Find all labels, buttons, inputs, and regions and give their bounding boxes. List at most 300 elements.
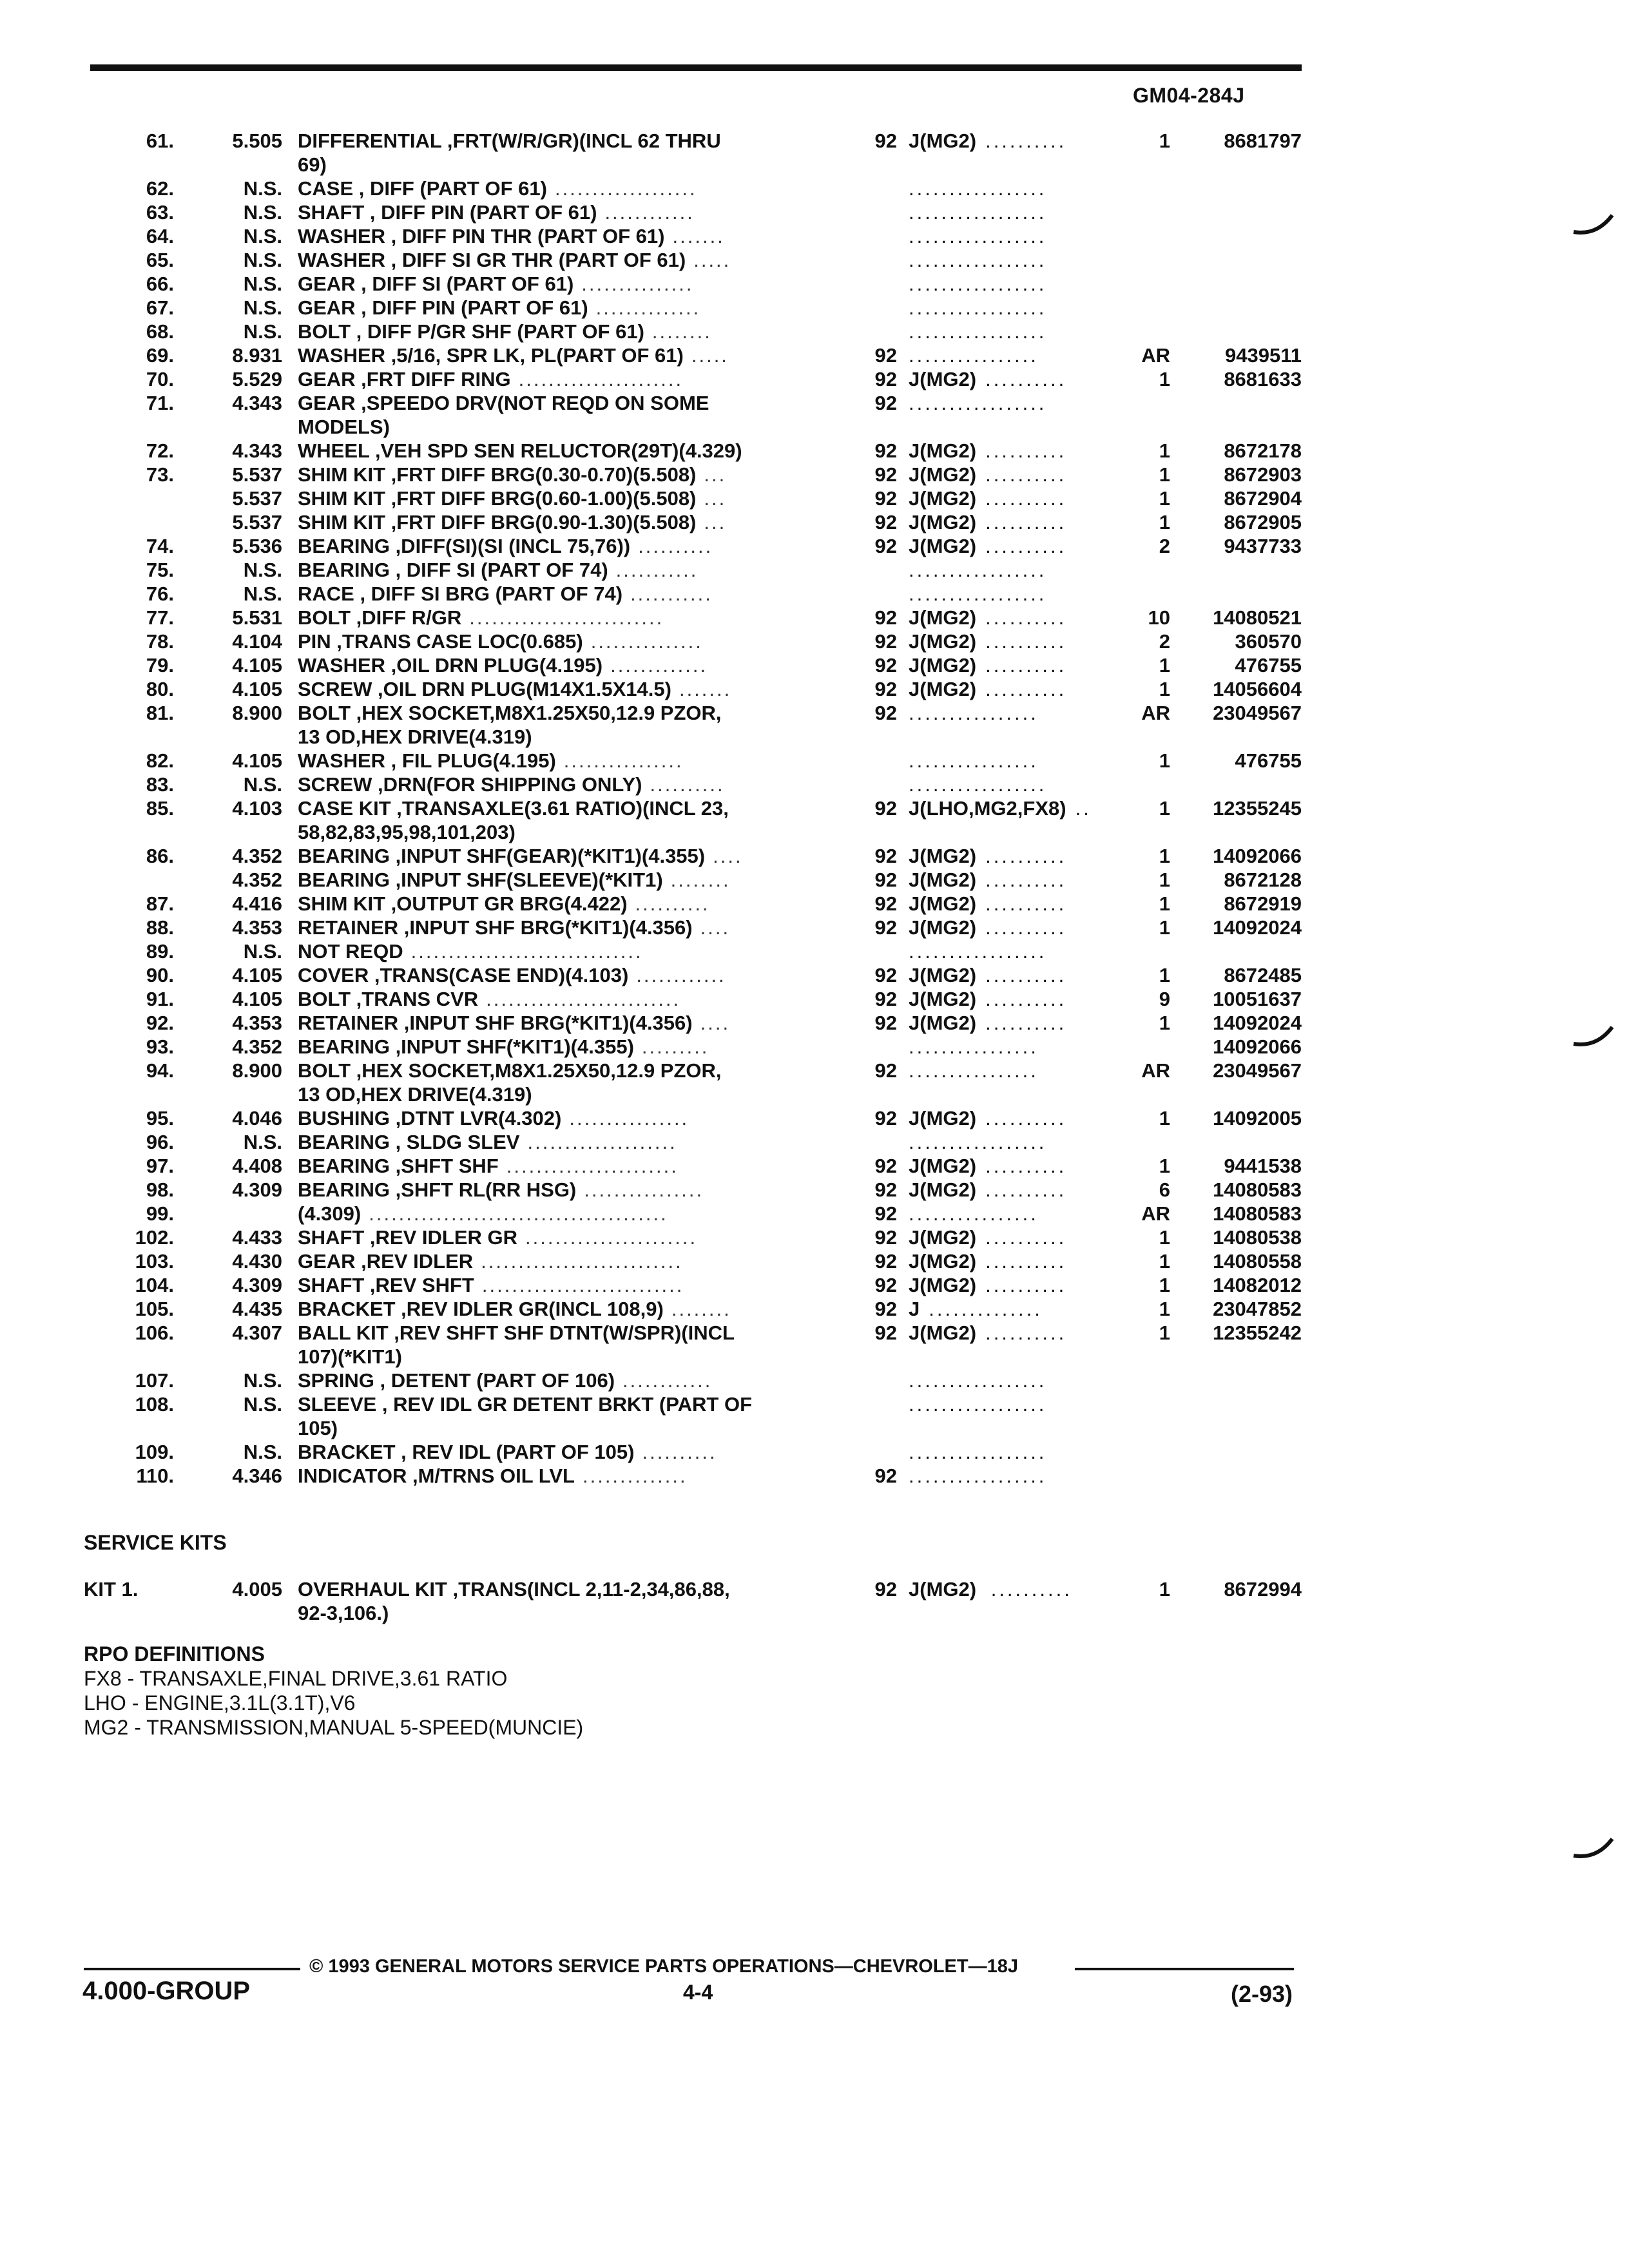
application-dots: ................. — [909, 201, 1047, 224]
item-number: 91. — [146, 988, 174, 1010]
part-row — [0, 367, 1629, 391]
leader-dots: ... — [704, 463, 727, 486]
item-description — [298, 534, 713, 558]
model-year: 92 — [874, 630, 897, 653]
part-number: 8672903 — [1224, 463, 1302, 486]
application — [909, 749, 1039, 773]
application-dots: ................. — [909, 1441, 1047, 1463]
part-row — [0, 1130, 1629, 1154]
part-row — [0, 177, 1629, 200]
part-number: 10051637 — [1213, 988, 1302, 1010]
application — [909, 1321, 1066, 1345]
group-number: N.S. — [243, 1441, 282, 1463]
application — [909, 534, 1066, 558]
binding-mark — [1571, 1836, 1616, 1862]
item-number: 77. — [146, 606, 174, 629]
quantity: AR — [1141, 344, 1170, 367]
part-row — [0, 1059, 1629, 1106]
application — [909, 463, 1066, 486]
group-number: 5.537 — [232, 487, 282, 510]
quantity: 1 — [1159, 1250, 1170, 1273]
description-text: BALL KIT ,REV SHFT SHF DTNT(W/SPR)(INCL — [298, 1321, 735, 1344]
part-row — [0, 987, 1629, 1011]
description-text: WASHER ,5/16, SPR LK, PL(PART OF 61) — [298, 344, 684, 367]
part-number: 14082012 — [1213, 1274, 1302, 1296]
application-code: J(MG2) — [909, 487, 977, 510]
leader-dots: ....... — [672, 225, 725, 247]
part-row — [0, 1321, 1629, 1369]
quantity: 1 — [1159, 964, 1170, 986]
part-number: 9441538 — [1224, 1155, 1302, 1177]
item-number: 105. — [135, 1298, 174, 1320]
model-year: 92 — [874, 535, 897, 557]
group-number: 5.536 — [232, 535, 282, 557]
leader-dots: ....... — [679, 678, 732, 700]
model-year: 92 — [874, 1178, 897, 1201]
part-number: 14080583 — [1213, 1202, 1302, 1225]
item-number: 88. — [146, 916, 174, 939]
quantity: AR — [1141, 1059, 1170, 1082]
group-number: 4.353 — [232, 1012, 282, 1034]
application-code: J(MG2) — [909, 511, 977, 533]
item-description — [298, 1225, 697, 1249]
model-year: 92 — [874, 797, 897, 820]
item-description — [298, 1035, 709, 1059]
leader-dots: ................ — [569, 1107, 689, 1129]
description-text: SHIM KIT ,OUTPUT GR BRG(4.422) — [298, 892, 628, 915]
quantity: 1 — [1159, 1298, 1170, 1320]
top-rule — [90, 64, 1302, 71]
leader-dots: ........................... — [481, 1274, 684, 1296]
application-dots: ................. — [909, 392, 1047, 414]
application — [909, 1225, 1066, 1249]
group-number: 4.046 — [232, 1107, 282, 1129]
item-description — [298, 963, 726, 987]
item-description — [298, 343, 729, 367]
application — [909, 868, 1066, 892]
application-dots: .......... — [985, 487, 1067, 510]
kit-part-number: 8672994 — [1224, 1578, 1302, 1600]
item-number: 71. — [146, 392, 174, 414]
doc-code: GM04-284J — [1133, 84, 1245, 107]
item-description — [298, 939, 643, 963]
application — [909, 248, 1046, 272]
item-description — [298, 1059, 722, 1082]
leader-dots: ............ — [604, 201, 695, 224]
group-number: 4.430 — [232, 1250, 282, 1273]
item-number: 62. — [146, 177, 174, 200]
part-row — [0, 773, 1629, 796]
part-number: 23049567 — [1213, 702, 1302, 724]
model-year: 92 — [874, 845, 897, 867]
group-number: N.S. — [243, 773, 282, 796]
application-code: J(MG2) — [909, 1226, 977, 1249]
application-dots: ................. — [909, 582, 1047, 605]
quantity: 1 — [1159, 463, 1170, 486]
group-number: 4.309 — [232, 1274, 282, 1296]
quantity: 10 — [1148, 606, 1170, 629]
item-description — [298, 1249, 683, 1273]
item-number: 63. — [146, 201, 174, 224]
group-number: N.S. — [243, 201, 282, 224]
application — [909, 1106, 1066, 1130]
part-number: 8672178 — [1224, 439, 1302, 462]
part-number: 8672485 — [1224, 964, 1302, 986]
rpo-line: MG2 - TRANSMISSION,MANUAL 5-SPEED(MUNCIE) — [84, 1716, 584, 1739]
leader-dots: ....................... — [525, 1226, 698, 1249]
description-text: WASHER , DIFF PIN THR (PART OF 61) — [298, 225, 665, 247]
rpo-line: LHO - ENGINE,3.1L(3.1T),V6 — [84, 1691, 356, 1715]
application — [909, 582, 1046, 606]
part-number: 8672919 — [1224, 892, 1302, 915]
description-text: COVER ,TRANS(CASE END)(4.103) — [298, 964, 629, 986]
part-row — [0, 939, 1629, 963]
part-row — [0, 129, 1629, 177]
application-dots: .......... — [985, 439, 1067, 462]
quantity: AR — [1141, 702, 1170, 724]
application-dots: ................. — [909, 940, 1047, 963]
leader-dots: ... — [704, 511, 727, 533]
model-year: 92 — [874, 988, 897, 1010]
item-description — [298, 701, 722, 725]
application — [909, 796, 1092, 820]
item-description — [298, 773, 725, 796]
item-description — [298, 629, 703, 653]
group-number: 4.307 — [232, 1321, 282, 1344]
application-code: J(MG2) — [909, 892, 977, 915]
item-description-cont: 13 OD,HEX DRIVE(4.319) — [298, 1083, 532, 1106]
item-description — [298, 129, 721, 153]
application-dots: .......... — [985, 988, 1067, 1010]
model-year: 92 — [874, 368, 897, 390]
leader-dots: ...................... — [518, 368, 684, 390]
application-code: J(MG2) — [909, 130, 977, 152]
description-text: BEARING ,DIFF(SI)(SI (INCL 75,76)) — [298, 535, 631, 557]
description-text: BEARING ,INPUT SHF(SLEEVE)(*KIT1) — [298, 869, 663, 891]
binding-mark — [1571, 213, 1616, 238]
leader-dots: .......... — [642, 1441, 717, 1463]
part-row — [0, 1369, 1629, 1392]
application — [909, 963, 1066, 987]
item-number: 97. — [146, 1155, 174, 1177]
item-number: 102. — [135, 1226, 174, 1249]
group-number: 4.343 — [232, 392, 282, 414]
application-dots: ................. — [909, 773, 1047, 796]
quantity: 1 — [1159, 869, 1170, 891]
item-number: 99. — [146, 1202, 174, 1225]
part-row — [0, 796, 1629, 844]
application-dots: .......... — [985, 845, 1067, 867]
part-row — [0, 1249, 1629, 1273]
model-year: 92 — [874, 487, 897, 510]
part-number: 8681633 — [1224, 368, 1302, 390]
application-dots: .......... — [985, 1226, 1067, 1249]
application — [909, 320, 1046, 343]
application — [909, 1249, 1066, 1273]
item-description — [298, 1106, 689, 1130]
application — [909, 272, 1046, 296]
application-dots: .......... — [985, 463, 1067, 486]
application-dots: .......... — [985, 630, 1067, 653]
application — [909, 1440, 1046, 1464]
item-number: 75. — [146, 559, 174, 581]
part-number: 8672128 — [1224, 869, 1302, 891]
rpo-title: RPO DEFINITIONS — [84, 1642, 265, 1666]
item-description — [298, 1011, 730, 1035]
application-code: J(MG2) — [909, 654, 977, 677]
application-dots: .......... — [985, 892, 1067, 915]
description-text: GEAR ,REV IDLER — [298, 1250, 474, 1273]
part-row — [0, 558, 1629, 582]
group-number: 4.433 — [232, 1226, 282, 1249]
leader-dots: .......... — [638, 535, 713, 557]
item-description — [298, 367, 683, 391]
application — [909, 510, 1066, 534]
item-description — [298, 1178, 704, 1202]
rpo-line: FX8 - TRANSAXLE,FINAL DRIVE,3.61 RATIO — [84, 1667, 508, 1690]
model-year: 92 — [874, 1465, 897, 1487]
description-text: SHAFT ,REV IDLER GR — [298, 1226, 518, 1249]
application-dots: .......... — [985, 368, 1067, 390]
quantity: 1 — [1159, 1226, 1170, 1249]
application-dots: .......... — [985, 1012, 1067, 1034]
item-description — [298, 582, 713, 606]
application — [909, 1154, 1066, 1178]
application-code: J(MG2) — [909, 1321, 977, 1344]
application-dots: .. — [1075, 797, 1092, 820]
application-dots: ................. — [909, 1131, 1047, 1153]
item-description — [298, 486, 726, 510]
leader-dots: ................ — [563, 749, 684, 772]
part-number: 360570 — [1235, 630, 1302, 653]
application-dots: .......... — [985, 916, 1067, 939]
part-number: 12355242 — [1213, 1321, 1302, 1344]
description-text: WASHER , DIFF SI GR THR (PART OF 61) — [298, 249, 686, 271]
application-code: J(MG2) — [909, 368, 977, 390]
item-description — [298, 1154, 679, 1178]
application — [909, 439, 1066, 463]
application-dots: .......... — [985, 1155, 1067, 1177]
quantity: 1 — [1159, 797, 1170, 820]
application-dots: .......... — [985, 130, 1067, 152]
item-number: 79. — [146, 654, 174, 677]
item-number: 67. — [146, 296, 174, 319]
part-row — [0, 272, 1629, 296]
item-number: 61. — [146, 130, 174, 152]
item-number: 93. — [146, 1035, 174, 1058]
description-text: SHIM KIT ,FRT DIFF BRG(0.90-1.30)(5.508) — [298, 511, 697, 533]
description-text: GEAR , DIFF PIN (PART OF 61) — [298, 296, 588, 319]
model-year: 92 — [874, 964, 897, 986]
description-text: GEAR ,FRT DIFF RING — [298, 368, 511, 390]
group-number: 4.105 — [232, 964, 282, 986]
quantity: 1 — [1159, 1155, 1170, 1177]
item-number: 104. — [135, 1274, 174, 1296]
item-number: 106. — [135, 1321, 174, 1344]
application-dots: .......... — [985, 535, 1067, 557]
part-row — [0, 1273, 1629, 1297]
model-year: 92 — [874, 916, 897, 939]
quantity: 1 — [1159, 892, 1170, 915]
part-row — [0, 296, 1629, 320]
application — [909, 1011, 1066, 1035]
application-dots: .......... — [985, 654, 1067, 677]
part-row — [0, 534, 1629, 558]
description-text: NOT REQD — [298, 940, 403, 963]
item-number: 74. — [146, 535, 174, 557]
application-code: J — [909, 1298, 920, 1320]
application-dots: ................ — [909, 702, 1039, 724]
group-number: 4.105 — [232, 988, 282, 1010]
leader-dots: ......... — [641, 1035, 709, 1058]
part-row — [0, 1035, 1629, 1059]
part-number: 14092024 — [1213, 1012, 1302, 1034]
item-description — [298, 796, 729, 820]
group-number: 4.104 — [232, 630, 282, 653]
application-dots: .............. — [929, 1298, 1043, 1320]
application — [909, 1297, 1043, 1321]
application-code: J(MG2) — [909, 1012, 977, 1034]
revision-date: (2-93) — [1231, 1981, 1293, 2007]
model-year: 92 — [874, 702, 897, 724]
item-description — [298, 510, 726, 534]
part-row — [0, 582, 1629, 606]
application-dots: ................. — [909, 1369, 1047, 1392]
part-row — [0, 701, 1629, 749]
group-number: N.S. — [243, 582, 282, 605]
leader-dots: .......... — [650, 773, 725, 796]
application — [909, 1464, 1046, 1488]
description-text: GEAR , DIFF SI (PART OF 61) — [298, 273, 574, 295]
application — [909, 1035, 1039, 1059]
description-text: (4.309) — [298, 1202, 361, 1225]
group-number: 4.353 — [232, 916, 282, 939]
leader-dots: ........ — [671, 1298, 731, 1320]
description-text: BEARING , DIFF SI (PART OF 74) — [298, 559, 608, 581]
group-number: N.S. — [243, 296, 282, 319]
service-kit-row — [0, 1577, 1629, 1629]
item-number: 95. — [146, 1107, 174, 1129]
model-year: 92 — [874, 678, 897, 700]
description-text: BRACKET ,REV IDLER GR(INCL 108,9) — [298, 1298, 664, 1320]
part-row — [0, 629, 1629, 653]
part-row — [0, 868, 1629, 892]
item-description-cont: MODELS) — [298, 416, 390, 438]
description-text: RETAINER ,INPUT SHF BRG(*KIT1)(4.356) — [298, 1012, 693, 1034]
part-row — [0, 1202, 1629, 1225]
model-year: 92 — [874, 1321, 897, 1344]
part-number: 14092066 — [1213, 845, 1302, 867]
description-text: WHEEL ,VEH SPD SEN RELUCTOR(29T)(4.329) — [298, 439, 742, 462]
description-text: SLEEVE , REV IDL GR DETENT BRKT (PART OF — [298, 1393, 753, 1416]
description-text: BUSHING ,DTNT LVR(4.302) — [298, 1107, 562, 1129]
item-number: 76. — [146, 582, 174, 605]
model-year: 92 — [874, 1274, 897, 1296]
group-number: 4.343 — [232, 439, 282, 462]
description-text: SPRING , DETENT (PART OF 106) — [298, 1369, 615, 1392]
application-dots: ................. — [909, 320, 1047, 343]
quantity: 1 — [1159, 845, 1170, 867]
description-text: DIFFERENTIAL ,FRT(W/R/GR)(INCL 62 THRU — [298, 130, 721, 152]
leader-dots: .... — [700, 1012, 731, 1034]
quantity: 1 — [1159, 1107, 1170, 1129]
item-description — [298, 177, 697, 200]
item-description — [298, 463, 726, 486]
application-dots: .......... — [985, 964, 1067, 986]
item-description — [298, 677, 731, 701]
part-number: 14092066 — [1213, 1035, 1302, 1058]
item-number: 98. — [146, 1178, 174, 1201]
group-number: 5.529 — [232, 368, 282, 390]
leader-dots: ............ — [622, 1369, 713, 1392]
quantity: 1 — [1159, 678, 1170, 700]
part-row — [0, 343, 1629, 367]
application-code: J(MG2) — [909, 606, 977, 629]
application-dots: ................ — [909, 749, 1039, 772]
group-number: 5.505 — [232, 130, 282, 152]
item-number: 89. — [146, 940, 174, 963]
item-description — [298, 320, 712, 343]
group-number: N.S. — [243, 1393, 282, 1416]
item-number: 82. — [146, 749, 174, 772]
application-dots: .......... — [985, 678, 1067, 700]
group-number: 8.931 — [232, 344, 282, 367]
description-text: SHAFT ,REV SHFT — [298, 1274, 474, 1296]
application-dots: ................. — [909, 1465, 1047, 1487]
leader-dots: ..... — [693, 249, 731, 271]
group-number: 4.416 — [232, 892, 282, 915]
kit-quantity: 1 — [1159, 1578, 1170, 1600]
item-description-cont: 105) — [298, 1417, 338, 1439]
leader-dots: .......... — [635, 892, 710, 915]
part-row — [0, 916, 1629, 939]
leader-dots: ................ — [584, 1178, 704, 1201]
application — [909, 701, 1039, 725]
description-text: WASHER ,OIL DRN PLUG(4.195) — [298, 654, 603, 677]
item-number: 90. — [146, 964, 174, 986]
quantity: 1 — [1159, 1321, 1170, 1344]
leader-dots: .............. — [595, 296, 701, 319]
part-row — [0, 1106, 1629, 1130]
group-number: 4.103 — [232, 797, 282, 820]
application-code: J(MG2) — [909, 988, 977, 1010]
quantity: 2 — [1159, 630, 1170, 653]
copyright-notice: © 1993 GENERAL MOTORS SERVICE PARTS OPERATIONS—CHEVROLET—18J — [309, 1956, 1018, 1977]
application-dots: ................. — [909, 296, 1047, 319]
quantity: AR — [1141, 1202, 1170, 1225]
application — [909, 653, 1066, 677]
item-number: 68. — [146, 320, 174, 343]
group-number: 4.105 — [232, 678, 282, 700]
quantity: 1 — [1159, 1012, 1170, 1034]
application-code: J(MG2) — [909, 535, 977, 557]
model-year: 92 — [874, 1107, 897, 1129]
parts-list — [0, 129, 1629, 1488]
part-row — [0, 248, 1629, 272]
model-year: 92 — [874, 892, 897, 915]
application-code: J(MG2) — [909, 845, 977, 867]
part-row — [0, 439, 1629, 463]
group-number: 4.352 — [232, 869, 282, 891]
application — [909, 677, 1066, 701]
item-description-cont: 107)(*KIT1) — [298, 1345, 402, 1368]
item-description — [298, 987, 680, 1011]
description-text: BEARING ,INPUT SHF(GEAR)(*KIT1)(4.355) — [298, 845, 706, 867]
description-text: BOLT ,TRANS CVR — [298, 988, 479, 1010]
item-description-cont: 69) — [298, 153, 327, 176]
quantity: 6 — [1159, 1178, 1170, 1201]
application — [909, 939, 1046, 963]
